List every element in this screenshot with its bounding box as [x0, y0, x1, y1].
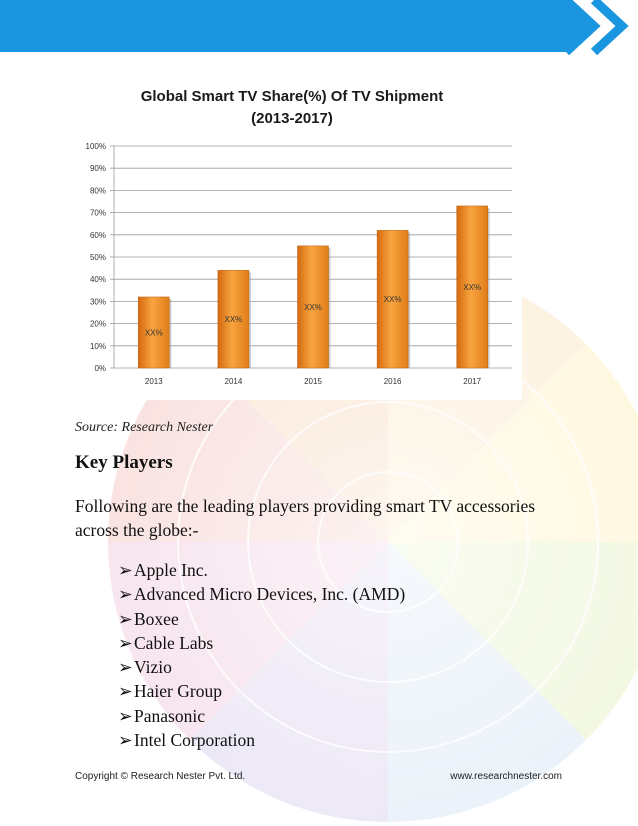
y-tick-label: 30% — [89, 297, 106, 307]
list-item-label: Haier Group — [134, 681, 222, 702]
y-tick-label: 10% — [89, 341, 106, 351]
x-tick-label: 2015 — [304, 377, 322, 386]
list-item-label: Panasonic — [134, 705, 205, 726]
arrow-bullet-icon: ➢ — [118, 730, 133, 751]
arrow-bullet-icon: ➢ — [118, 632, 133, 653]
arrow-bullet-icon: ➢ — [118, 705, 133, 726]
source-note: Source: Research Nester — [75, 420, 214, 435]
bar-data-label: XX% — [304, 302, 322, 312]
y-tick-label: 90% — [89, 164, 106, 174]
x-tick-label: 2017 — [463, 377, 482, 386]
key-players-heading: Key Players — [75, 452, 173, 473]
y-tick-label: 0% — [94, 364, 106, 373]
list-item — [118, 631, 405, 655]
y-tick-label: 20% — [89, 319, 106, 329]
key-players-list — [118, 558, 405, 752]
list-item — [118, 728, 405, 752]
list-item-label: Advanced Micro Devices, Inc. (AMD) — [134, 584, 406, 605]
y-tick-label: 40% — [89, 275, 106, 285]
list-item — [118, 704, 405, 728]
y-tick-label: 70% — [89, 208, 106, 218]
list-item-label: Intel Corporation — [134, 730, 256, 751]
bar-chart — [62, 70, 522, 400]
list-item-label: Cable Labs — [134, 632, 214, 653]
bar-data-label: XX% — [463, 282, 482, 292]
y-tick-label: 100% — [85, 142, 106, 151]
header-band — [0, 0, 548, 52]
arrow-bullet-icon: ➢ — [118, 608, 133, 629]
x-tick-label: 2014 — [224, 377, 243, 386]
header-bar — [0, 0, 638, 58]
list-item — [118, 607, 405, 631]
chart-title-line1: Global Smart TV Share(%) Of TV Shipment — [140, 88, 444, 105]
footer-website: www.researchnester.com — [450, 771, 562, 782]
chart-title-line2: (2013-2017) — [251, 110, 333, 127]
list-item — [118, 558, 405, 582]
x-tick-label: 2013 — [144, 377, 163, 386]
arrow-bullet-icon: ➢ — [118, 657, 133, 678]
list-item-label: Vizio — [134, 657, 172, 678]
list-item-label: Apple Inc. — [134, 560, 208, 580]
list-item-label: Boxee — [134, 608, 179, 629]
list-item — [118, 679, 405, 703]
x-tick-label: 2016 — [383, 377, 402, 386]
footer-copyright: Copyright © Research Nester Pvt. Ltd. — [75, 771, 246, 782]
arrow-bullet-icon: ➢ — [118, 560, 133, 580]
list-item — [118, 582, 405, 606]
list-item — [118, 655, 405, 679]
bar-data-label: XX% — [383, 295, 402, 305]
y-tick-label: 60% — [89, 230, 106, 240]
bar-data-label: XX% — [144, 328, 163, 338]
y-tick-label: 50% — [89, 253, 106, 262]
bar-data-label: XX% — [224, 315, 243, 325]
arrow-bullet-icon: ➢ — [118, 584, 133, 605]
arrow-bullet-icon: ➢ — [118, 681, 133, 702]
chart-title — [122, 86, 462, 130]
key-players-intro: Following are the leading players providing smart TV accessories across the globe:- — [75, 496, 536, 540]
y-tick-label: 80% — [89, 186, 106, 196]
